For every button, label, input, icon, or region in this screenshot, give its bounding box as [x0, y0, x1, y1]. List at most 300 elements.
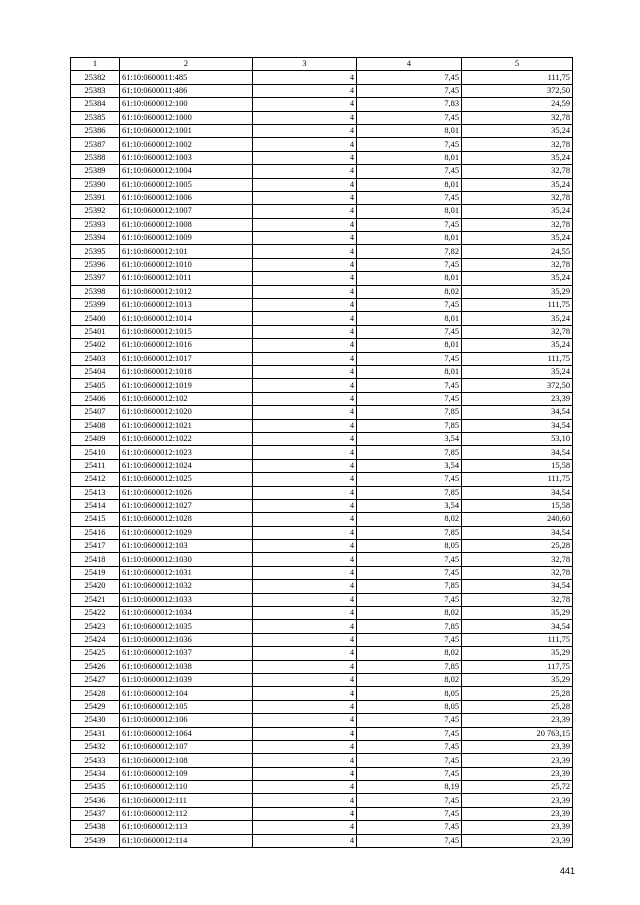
- table-cell: 25413: [71, 486, 120, 499]
- table-body: [71, 71, 573, 848]
- table-row: [71, 339, 573, 352]
- table-row: [71, 299, 573, 312]
- table-cell: 24,59: [462, 98, 573, 111]
- table-cell: 7,45: [357, 258, 462, 271]
- table-cell: 61:10:0600012:1028: [120, 513, 253, 526]
- table-cell: 61:10:0600012:1029: [120, 526, 253, 539]
- table-cell: 25404: [71, 365, 120, 378]
- table-cell: 4: [253, 111, 357, 124]
- table-row: [71, 151, 573, 164]
- table-cell: 7,45: [357, 633, 462, 646]
- table-cell: 32,78: [462, 325, 573, 338]
- column-header: 2: [120, 58, 253, 71]
- table-cell: 7,83: [357, 98, 462, 111]
- table-row: [71, 245, 573, 258]
- table-cell: 7,82: [357, 245, 462, 258]
- table-cell: 7,45: [357, 352, 462, 365]
- table-row: [71, 379, 573, 392]
- table-row: [71, 513, 573, 526]
- table-cell: 4: [253, 71, 357, 84]
- table-cell: 25388: [71, 151, 120, 164]
- table-cell: 25438: [71, 821, 120, 834]
- table-cell: 25407: [71, 406, 120, 419]
- table-cell: 4: [253, 272, 357, 285]
- table-cell: 4: [253, 165, 357, 178]
- table-cell: 7,45: [357, 566, 462, 579]
- table-cell: 61:10:0600012:1008: [120, 218, 253, 231]
- table-cell: 4: [253, 285, 357, 298]
- table-cell: 23,39: [462, 767, 573, 780]
- table-cell: 4: [253, 258, 357, 271]
- table-cell: 8,02: [357, 513, 462, 526]
- table-cell: 61:10:0600012:1033: [120, 593, 253, 606]
- table-cell: 61:10:0600012:1021: [120, 419, 253, 432]
- table-cell: 25430: [71, 714, 120, 727]
- table-cell: 61:10:0600012:1036: [120, 633, 253, 646]
- table-cell: 61:10:0600012:1035: [120, 620, 253, 633]
- table-row: [71, 794, 573, 807]
- table-cell: 111,75: [462, 71, 573, 84]
- table-cell: 4: [253, 299, 357, 312]
- table-cell: 7,45: [357, 218, 462, 231]
- column-header: 3: [253, 58, 357, 71]
- column-header: 1: [71, 58, 120, 71]
- table-cell: 61:10:0600012:1012: [120, 285, 253, 298]
- table-row: [71, 365, 573, 378]
- table-cell: 25402: [71, 339, 120, 352]
- table-cell: 4: [253, 714, 357, 727]
- table-cell: 4: [253, 419, 357, 432]
- table-cell: 8,01: [357, 339, 462, 352]
- table-cell: 61:10:0600012:109: [120, 767, 253, 780]
- table-cell: 25423: [71, 620, 120, 633]
- table-cell: 8,01: [357, 272, 462, 285]
- table-cell: 25439: [71, 834, 120, 847]
- table-cell: 61:10:0600012:1037: [120, 647, 253, 660]
- table-cell: 4: [253, 660, 357, 673]
- table-cell: 4: [253, 767, 357, 780]
- table-cell: 4: [253, 486, 357, 499]
- table-cell: 111,75: [462, 633, 573, 646]
- table-cell: 25,72: [462, 781, 573, 794]
- table-cell: 35,29: [462, 285, 573, 298]
- table-cell: 35,29: [462, 673, 573, 686]
- table-cell: 4: [253, 499, 357, 512]
- table-cell: 4: [253, 232, 357, 245]
- table-cell: 25415: [71, 513, 120, 526]
- table-row: [71, 647, 573, 660]
- table-cell: 61:10:0600012:113: [120, 821, 253, 834]
- table-cell: 4: [253, 821, 357, 834]
- table-cell: 61:10:0600012:1002: [120, 138, 253, 151]
- table-row: [71, 325, 573, 338]
- table-cell: 8,02: [357, 673, 462, 686]
- table-cell: 4: [253, 647, 357, 660]
- table-cell: 61:10:0600012:100: [120, 98, 253, 111]
- table-cell: 7,45: [357, 71, 462, 84]
- table-cell: 25420: [71, 580, 120, 593]
- table-cell: 35,29: [462, 647, 573, 660]
- table-row: [71, 419, 573, 432]
- table-cell: 4: [253, 700, 357, 713]
- table-row: [71, 807, 573, 820]
- table-cell: 25,28: [462, 540, 573, 553]
- table-row: [71, 740, 573, 753]
- table-cell: 7,45: [357, 299, 462, 312]
- table-cell: 4: [253, 325, 357, 338]
- table-cell: 111,75: [462, 352, 573, 365]
- table-cell: 3,54: [357, 432, 462, 445]
- table-cell: 111,75: [462, 299, 573, 312]
- table-row: [71, 272, 573, 285]
- table-cell: 4: [253, 754, 357, 767]
- table-cell: 32,78: [462, 566, 573, 579]
- table-row: [71, 700, 573, 713]
- table-cell: 8,01: [357, 178, 462, 191]
- table-cell: 61:10:0600012:1013: [120, 299, 253, 312]
- table-cell: 8,01: [357, 124, 462, 137]
- table-row: [71, 218, 573, 231]
- table-cell: 4: [253, 365, 357, 378]
- table-cell: 25385: [71, 111, 120, 124]
- table-row: [71, 312, 573, 325]
- table-cell: 34,54: [462, 419, 573, 432]
- table-cell: 32,78: [462, 191, 573, 204]
- table-cell: 4: [253, 178, 357, 191]
- table-cell: 61:10:0600012:1003: [120, 151, 253, 164]
- table-cell: 32,78: [462, 258, 573, 271]
- table-cell: 4: [253, 191, 357, 204]
- table-cell: 7,45: [357, 807, 462, 820]
- table-cell: 61:10:0600012:107: [120, 740, 253, 753]
- table-row: [71, 165, 573, 178]
- table-cell: 25390: [71, 178, 120, 191]
- table-cell: 61:10:0600012:1015: [120, 325, 253, 338]
- table-cell: 4: [253, 513, 357, 526]
- table-row: [71, 392, 573, 405]
- table-cell: 4: [253, 727, 357, 740]
- table-cell: 25434: [71, 767, 120, 780]
- table-cell: 4: [253, 607, 357, 620]
- table-cell: 4: [253, 98, 357, 111]
- table-cell: 25417: [71, 540, 120, 553]
- table-row: [71, 499, 573, 512]
- table-cell: 61:10:0600012:1031: [120, 566, 253, 579]
- table-cell: 23,39: [462, 807, 573, 820]
- table-cell: 7,45: [357, 834, 462, 847]
- table-cell: 7,85: [357, 446, 462, 459]
- table-cell: 8,02: [357, 607, 462, 620]
- table-cell: 25398: [71, 285, 120, 298]
- table-row: [71, 714, 573, 727]
- table-cell: 35,24: [462, 312, 573, 325]
- table-cell: 25424: [71, 633, 120, 646]
- table-cell: 4: [253, 84, 357, 97]
- table-cell: 23,39: [462, 834, 573, 847]
- table-row: [71, 205, 573, 218]
- table-cell: 25409: [71, 432, 120, 445]
- table-cell: 25410: [71, 446, 120, 459]
- table-cell: 7,45: [357, 593, 462, 606]
- table-row: [71, 620, 573, 633]
- table-cell: 7,45: [357, 191, 462, 204]
- table-cell: 32,78: [462, 553, 573, 566]
- table-cell: 4: [253, 580, 357, 593]
- table-cell: 25416: [71, 526, 120, 539]
- table-cell: 7,45: [357, 325, 462, 338]
- table-cell: 25384: [71, 98, 120, 111]
- table-cell: 111,75: [462, 473, 573, 486]
- table-cell: 61:10:0600012:1016: [120, 339, 253, 352]
- table-cell: 32,78: [462, 165, 573, 178]
- table-cell: 4: [253, 245, 357, 258]
- table-cell: 7,45: [357, 754, 462, 767]
- table-cell: 7,45: [357, 727, 462, 740]
- table-cell: 4: [253, 794, 357, 807]
- table-cell: 61:10:0600012:1022: [120, 432, 253, 445]
- table-cell: 4: [253, 138, 357, 151]
- table-cell: 34,54: [462, 486, 573, 499]
- table-cell: 35,24: [462, 178, 573, 191]
- table-cell: 4: [253, 352, 357, 365]
- table-cell: 61:10:0600012:1007: [120, 205, 253, 218]
- table-cell: 25383: [71, 84, 120, 97]
- table-row: [71, 111, 573, 124]
- table-cell: 7,85: [357, 486, 462, 499]
- table-cell: 7,45: [357, 165, 462, 178]
- table-cell: 8,01: [357, 365, 462, 378]
- table-cell: 61:10:0600012:108: [120, 754, 253, 767]
- table-cell: 25399: [71, 299, 120, 312]
- table-row: [71, 660, 573, 673]
- table-cell: 25392: [71, 205, 120, 218]
- table-cell: 4: [253, 339, 357, 352]
- table-row: [71, 687, 573, 700]
- table-cell: 3,54: [357, 499, 462, 512]
- table-cell: 8,05: [357, 687, 462, 700]
- table-cell: 25406: [71, 392, 120, 405]
- table-cell: 25414: [71, 499, 120, 512]
- table-cell: 61:10:0600012:1025: [120, 473, 253, 486]
- table-cell: 7,45: [357, 740, 462, 753]
- table-cell: 7,45: [357, 138, 462, 151]
- table-cell: 61:10:0600012:1004: [120, 165, 253, 178]
- table-row: [71, 124, 573, 137]
- table-cell: 25429: [71, 700, 120, 713]
- table-cell: 25396: [71, 258, 120, 271]
- table-cell: 25411: [71, 459, 120, 472]
- table-cell: 25,28: [462, 700, 573, 713]
- table-row: [71, 580, 573, 593]
- table-cell: 25382: [71, 71, 120, 84]
- table-cell: 4: [253, 540, 357, 553]
- table-row: [71, 486, 573, 499]
- table-row: [71, 258, 573, 271]
- table-cell: 4: [253, 432, 357, 445]
- table-cell: 25,28: [462, 687, 573, 700]
- table-row: [71, 138, 573, 151]
- table-row: [71, 526, 573, 539]
- table-cell: 61:10:0600012:1010: [120, 258, 253, 271]
- table-cell: 61:10:0600012:106: [120, 714, 253, 727]
- table-cell: 23,39: [462, 754, 573, 767]
- table-cell: 32,78: [462, 138, 573, 151]
- table-cell: 61:10:0600012:112: [120, 807, 253, 820]
- table-cell: 25412: [71, 473, 120, 486]
- table-cell: 7,85: [357, 406, 462, 419]
- table-cell: 61:10:0600012:102: [120, 392, 253, 405]
- table-cell: 7,85: [357, 620, 462, 633]
- table-cell: 4: [253, 593, 357, 606]
- table-cell: 8,02: [357, 647, 462, 660]
- table-row: [71, 633, 573, 646]
- table-cell: 7,45: [357, 821, 462, 834]
- table-cell: 61:10:0600012:1027: [120, 499, 253, 512]
- table-cell: 4: [253, 673, 357, 686]
- table-cell: 4: [253, 406, 357, 419]
- table-cell: 61:10:0600012:1064: [120, 727, 253, 740]
- table-cell: 35,29: [462, 607, 573, 620]
- table-cell: 61:10:0600012:1017: [120, 352, 253, 365]
- table-row: [71, 71, 573, 84]
- table-cell: 35,24: [462, 124, 573, 137]
- table-row: [71, 553, 573, 566]
- table-cell: 4: [253, 633, 357, 646]
- table-row: [71, 540, 573, 553]
- table-cell: 8,01: [357, 312, 462, 325]
- table-row: [71, 84, 573, 97]
- table-cell: 61:10:0600012:1020: [120, 406, 253, 419]
- table-cell: 23,39: [462, 794, 573, 807]
- table-cell: 25394: [71, 232, 120, 245]
- table-cell: 8,02: [357, 285, 462, 298]
- table-cell: 25400: [71, 312, 120, 325]
- table-cell: 25391: [71, 191, 120, 204]
- table-cell: 25428: [71, 687, 120, 700]
- table-cell: 25435: [71, 781, 120, 794]
- table-cell: 32,78: [462, 593, 573, 606]
- table-cell: 8,01: [357, 151, 462, 164]
- table-cell: 117,75: [462, 660, 573, 673]
- table-row: [71, 352, 573, 365]
- table-row: [71, 406, 573, 419]
- table-cell: 4: [253, 566, 357, 579]
- table-cell: 4: [253, 392, 357, 405]
- table-cell: 61:10:0600012:114: [120, 834, 253, 847]
- table-cell: 61:10:0600012:110: [120, 781, 253, 794]
- table-row: [71, 232, 573, 245]
- table-cell: 35,24: [462, 339, 573, 352]
- table-cell: 8,05: [357, 700, 462, 713]
- table-cell: 61:10:0600012:1018: [120, 365, 253, 378]
- table-cell: 25403: [71, 352, 120, 365]
- table-row: [71, 754, 573, 767]
- table-cell: 61:10:0600012:1023: [120, 446, 253, 459]
- table-cell: 61:10:0600012:103: [120, 540, 253, 553]
- table-cell: 7,45: [357, 553, 462, 566]
- table-cell: 4: [253, 781, 357, 794]
- table-cell: 7,45: [357, 473, 462, 486]
- table-cell: 7,45: [357, 714, 462, 727]
- table-cell: 53,10: [462, 432, 573, 445]
- table-cell: 7,45: [357, 111, 462, 124]
- table-cell: 7,45: [357, 84, 462, 97]
- table-cell: 25408: [71, 419, 120, 432]
- table-cell: 34,54: [462, 620, 573, 633]
- table-cell: 61:10:0600012:1019: [120, 379, 253, 392]
- table-cell: 61:10:0600012:101: [120, 245, 253, 258]
- table-cell: 61:10:0600012:1011: [120, 272, 253, 285]
- table-cell: 61:10:0600012:1026: [120, 486, 253, 499]
- table-row: [71, 834, 573, 847]
- table-cell: 32,78: [462, 218, 573, 231]
- table-row: [71, 285, 573, 298]
- table-cell: 4: [253, 834, 357, 847]
- table-cell: 25433: [71, 754, 120, 767]
- table-row: [71, 98, 573, 111]
- table-cell: 25436: [71, 794, 120, 807]
- table-cell: 25427: [71, 673, 120, 686]
- table-cell: 7,85: [357, 526, 462, 539]
- table-cell: 34,54: [462, 406, 573, 419]
- table-cell: 34,54: [462, 580, 573, 593]
- table-cell: 25389: [71, 165, 120, 178]
- table-cell: 61:10:0600012:1009: [120, 232, 253, 245]
- table-cell: 61:10:0600012:1030: [120, 553, 253, 566]
- table-cell: 4: [253, 807, 357, 820]
- table-cell: 4: [253, 312, 357, 325]
- table-cell: 4: [253, 553, 357, 566]
- table-cell: 7,85: [357, 419, 462, 432]
- table-cell: 4: [253, 124, 357, 137]
- table-cell: 61:10:0600012:111: [120, 794, 253, 807]
- table-cell: 20 763,15: [462, 727, 573, 740]
- table-cell: 23,39: [462, 392, 573, 405]
- table-cell: 35,24: [462, 232, 573, 245]
- table-cell: 34,54: [462, 446, 573, 459]
- table-cell: 32,78: [462, 111, 573, 124]
- table-cell: 25422: [71, 607, 120, 620]
- table-cell: 240,60: [462, 513, 573, 526]
- table-cell: 25437: [71, 807, 120, 820]
- table-cell: 61:10:0600012:1034: [120, 607, 253, 620]
- table-cell: 61:10:0600012:1039: [120, 673, 253, 686]
- table-cell: 4: [253, 687, 357, 700]
- table-cell: 4: [253, 151, 357, 164]
- table-row: [71, 673, 573, 686]
- table-cell: 35,24: [462, 151, 573, 164]
- table-cell: 8,01: [357, 232, 462, 245]
- table-cell: 7,85: [357, 580, 462, 593]
- table-cell: 3,54: [357, 459, 462, 472]
- table-cell: 25393: [71, 218, 120, 231]
- table-cell: 4: [253, 473, 357, 486]
- table-row: [71, 607, 573, 620]
- page-number: 441: [560, 866, 576, 876]
- table-cell: 61:10:0600011:486: [120, 84, 253, 97]
- table-cell: 61:10:0600012:1006: [120, 191, 253, 204]
- table-cell: 61:10:0600012:1032: [120, 580, 253, 593]
- table-cell: 7,45: [357, 767, 462, 780]
- table-row: [71, 767, 573, 780]
- data-table: [70, 57, 573, 848]
- column-header: 4: [357, 58, 462, 71]
- table-row: [71, 178, 573, 191]
- table-row: [71, 446, 573, 459]
- table-cell: 61:10:0600012:105: [120, 700, 253, 713]
- table-cell: 35,24: [462, 272, 573, 285]
- table-cell: 35,24: [462, 205, 573, 218]
